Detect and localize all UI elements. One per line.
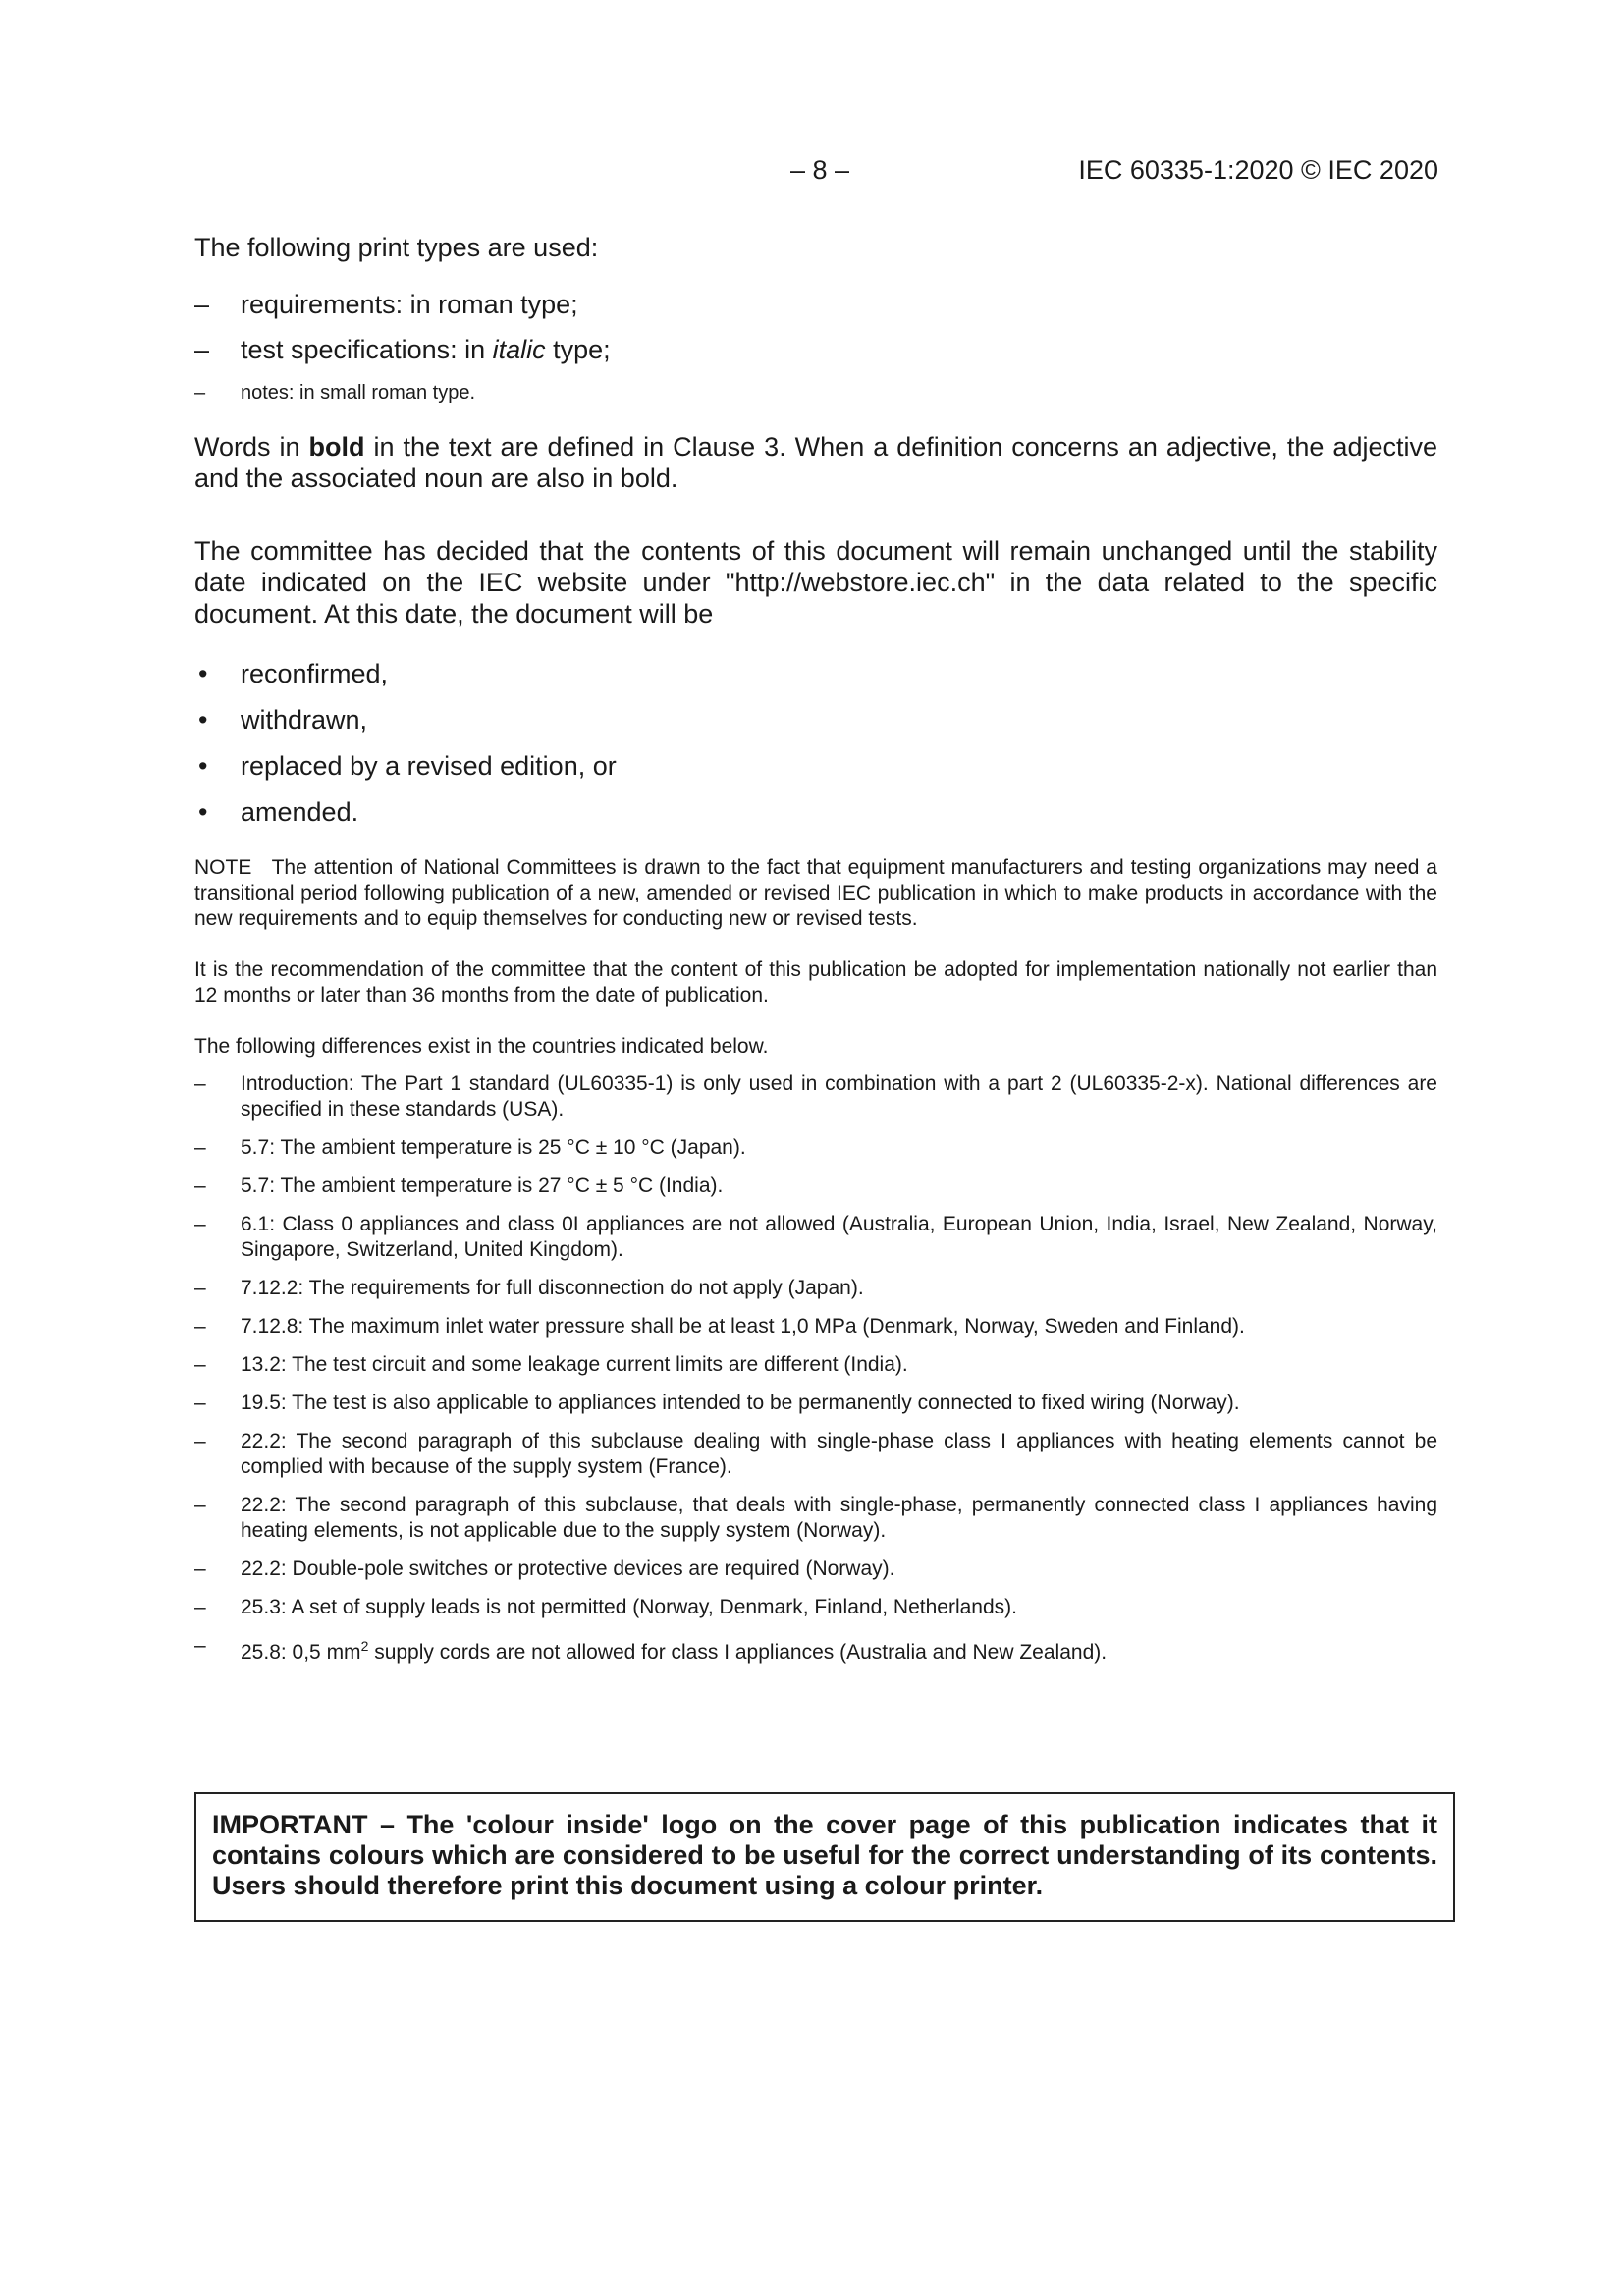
print-type-text: notes: in small roman type. <box>241 382 475 404</box>
dash-marker: – <box>194 1558 206 1580</box>
dash-marker: – <box>194 382 206 404</box>
stability-bullet: • amended. <box>194 796 1437 828</box>
important-notice-text: IMPORTANT – The 'colour inside' logo on the cover page of this publication indicates that it contains colours which are considered to be useful for the correct understanding of its contents. Users should therefore print this document using a colour printer. <box>212 1810 1437 1900</box>
bold-words-paragraph: Words in bold in the text are defined in Clause 3. When a definition concerns an adjective, the adjective and the associated noun are also in bold. <box>194 432 1437 493</box>
superscript: 2 <box>360 1638 369 1654</box>
dash-marker: – <box>194 1596 206 1618</box>
difference-item: – Introduction: The Part 1 standard (UL60335-1) is only used in combination with a part 2 (UL60335-2-x). National differences are specified in these standards (USA). <box>194 1072 1437 1121</box>
difference-item: – 6.1: Class 0 appliances and class 0I appliances are not allowed (Australia, European Union, India, Israel, New Zealand, Norway, Singapore, Switzerland, United Kingdom). <box>194 1213 1437 1261</box>
stability-paragraph: The committee has decided that the contents of this document will remain unchanged until the stability date indicated on the IEC website under "http://webstore.iec.ch" in the data related to the specific document. At this date, the document will be <box>194 536 1437 629</box>
dash-marker: – <box>194 1353 206 1376</box>
print-type-text: test specifications: in italic type; <box>241 335 611 364</box>
dash-marker: – <box>194 290 210 319</box>
difference-item: – 22.2: The second paragraph of this subclause, that deals with single-phase, permanently connected class I appliances having heating elements, is not applicable due to the supply system (Norway). <box>194 1494 1437 1542</box>
bold-word: bold <box>308 432 365 462</box>
important-notice-box <box>194 1792 1455 1922</box>
difference-item: – 25.8: 0,5 $mm^2$ supply cords are not allowed for class I appliances (Australia and New Zealand). <box>194 1634 1108 1664</box>
differences-intro: The following differences exist in the countries indicated below. <box>194 1035 769 1058</box>
print-type-test-specifications <box>194 334 1437 365</box>
bullet-marker: • <box>198 751 208 781</box>
print-type-requirements <box>194 289 1437 320</box>
difference-item: – 22.2: The second paragraph of this subclause dealing with single-phase class I appliances with heating elements cannot be complied with because of the supply system (France). <box>194 1430 1437 1478</box>
difference-item: – 25.3: A set of supply leads is not permitted (Norway, Denmark, Finland, Netherlands). <box>194 1596 1017 1618</box>
difference-item: – 7.12.8: The maximum inlet water pressure shall be at least 1,0 MPa (Denmark, Norway, Sweden and Finland). <box>194 1315 1245 1338</box>
recommendation-paragraph: It is the recommendation of the committee that the content of this publication be adopted for implementation nationally not earlier than 12 months or later than 36 months from the date of publication. <box>194 958 1437 1007</box>
difference-item: – 5.7: The ambient temperature is 25 °C ± 10 °C (Japan). <box>194 1136 746 1159</box>
page-body <box>194 232 1443 1666</box>
italic-word: italic <box>492 335 546 364</box>
bullet-marker: • <box>198 659 208 688</box>
difference-item: – 13.2: The test circuit and some leakage current limits are different (India). <box>194 1353 908 1376</box>
document-reference: IEC 60335-1:2020 © IEC 2020 <box>1078 155 1438 185</box>
dash-marker: – <box>194 1072 206 1095</box>
stability-bullet: • reconfirmed, <box>194 658 1437 689</box>
stability-bullet: • replaced by a revised edition, or <box>194 750 1437 782</box>
print-type-text: requirements: in roman type; <box>241 290 578 319</box>
dash-marker: – <box>194 1213 206 1235</box>
dash-marker: – <box>194 1277 206 1299</box>
dash-marker: – <box>194 1494 206 1516</box>
print-type-notes <box>194 380 1437 406</box>
difference-item: – 5.7: The ambient temperature is 27 °C ± 5 °C (India). <box>194 1175 724 1197</box>
dash-marker: – <box>194 1175 206 1197</box>
page-number: – 8 – <box>789 155 850 185</box>
bullet-marker: • <box>198 705 208 735</box>
print-types-intro: The following print types are used: <box>194 233 599 262</box>
stability-bullet: • withdrawn, <box>194 704 1437 736</box>
dash-marker: – <box>194 1136 206 1159</box>
dash-marker: – <box>194 335 210 364</box>
dash-marker: – <box>194 1634 206 1657</box>
difference-item: – 19.5: The test is also applicable to appliances intended to be permanently connected to fixed wiring (Norway). <box>194 1392 1240 1414</box>
difference-item: – 22.2: Double-pole switches or protective devices are required (Norway). <box>194 1558 895 1580</box>
note-paragraph: NOTE The attention of National Committees is drawn to the fact that equipment manufacturers and testing organizations may need a transitional period following publication of a new, amended or revised IEC publication in which to make products in accordance with the new requirements and to equip themselves for conducting new or revised tests. <box>194 856 1443 930</box>
dash-marker: – <box>194 1315 206 1338</box>
dash-marker: – <box>194 1430 206 1452</box>
bullet-marker: • <box>198 797 208 827</box>
dash-marker: – <box>194 1392 206 1414</box>
difference-item: – 7.12.2: The requirements for full disconnection do not apply (Japan). <box>194 1277 864 1299</box>
